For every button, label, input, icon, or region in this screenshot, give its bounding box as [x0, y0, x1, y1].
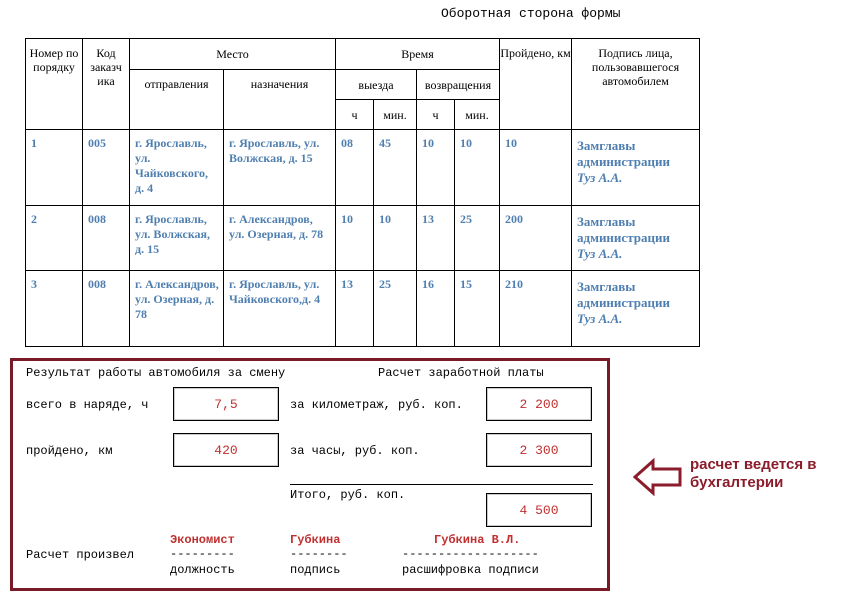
cell-code: 005: [83, 130, 130, 206]
table-row: [26, 271, 700, 347]
cell-ret-minutes: 10: [455, 130, 500, 206]
cell-ret-minutes: 25: [455, 206, 500, 271]
header-code: Код заказч ика: [83, 39, 130, 130]
signature-value: Губкина: [290, 533, 341, 547]
header-dep-minutes: мин.: [374, 100, 417, 130]
cell-ret-minutes: 15: [455, 271, 500, 347]
page-caption: Оборотная сторона формы: [441, 6, 621, 21]
cell-dep-hours: 10: [336, 206, 374, 271]
decoding-value: Губкина В.Л.: [434, 533, 521, 547]
cell-dep-minutes: 10: [374, 206, 417, 271]
cell-code: 008: [83, 206, 130, 271]
cell-from: г. Александров, ул. Озерная, д. 78: [130, 271, 224, 347]
result-panel: [10, 358, 610, 591]
cell-to: г. Александров, ул. Озерная, д. 78: [224, 206, 336, 271]
table-row: [26, 206, 700, 271]
km-label: пройдено, км: [26, 444, 113, 458]
cell-signature: [572, 130, 700, 206]
hours-value: 7,5: [173, 387, 279, 421]
time-pay-value: 2 300: [486, 433, 592, 467]
decoding-caption: расшифровка подписи: [402, 563, 539, 577]
header-place: Место: [130, 39, 336, 70]
cell-dep-hours: 08: [336, 130, 374, 206]
table-row: [26, 130, 700, 206]
total-value: 4 500: [486, 493, 592, 527]
cell-distance: 10: [500, 130, 572, 206]
cell-dep-minutes: 45: [374, 130, 417, 206]
header-departure-place: отправления: [130, 70, 224, 130]
total-label: Итого, руб. коп.: [290, 488, 406, 502]
signature-title: Замглавы администрации: [577, 279, 670, 310]
cell-to: г. Ярославль, ул. Волжская, д. 15: [224, 130, 336, 206]
cell-ret-hours: 13: [417, 206, 455, 271]
arrow-left-outline-icon: [633, 458, 683, 496]
cell-from: г. Ярославль, ул. Чайковского, д. 4: [130, 130, 224, 206]
header-dep-hours: ч: [336, 100, 374, 130]
cell-distance: 200: [500, 206, 572, 271]
cell-to: г. Ярославль, ул. Чайковского,д. 4: [224, 271, 336, 347]
position-value: Экономист: [170, 533, 235, 547]
header-signature: Подпись лица, пользовавшегося автомобилем: [572, 39, 700, 130]
hours-label: всего в наряде, ч: [26, 398, 149, 412]
header-destination: назначения: [224, 70, 336, 130]
result-title: Результат работы автомобиля за смену: [26, 366, 286, 380]
cell-number: 2: [26, 206, 83, 271]
km-value: 420: [173, 433, 279, 467]
signature-name: Туз А.А.: [577, 170, 623, 185]
time-pay-label: за часы, руб. коп.: [290, 444, 420, 458]
cell-distance: 210: [500, 271, 572, 347]
cell-signature: [572, 271, 700, 347]
cell-signature: [572, 206, 700, 271]
header-ret-hours: ч: [417, 100, 455, 130]
cell-dep-minutes: 25: [374, 271, 417, 347]
header-distance: Пройдено, км: [500, 39, 572, 130]
signature-line: --------: [290, 547, 348, 561]
signature-title: Замглавы администрации: [577, 138, 670, 169]
cell-dep-hours: 13: [336, 271, 374, 347]
cell-number: 1: [26, 130, 83, 206]
trip-table: [25, 38, 700, 347]
total-divider: [290, 484, 593, 485]
header-time: Время: [336, 39, 500, 70]
cell-ret-hours: 16: [417, 271, 455, 347]
header-ret-minutes: мин.: [455, 100, 500, 130]
mileage-label: за километраж, руб. коп.: [290, 398, 463, 412]
header-return-time: возвращения: [417, 70, 500, 100]
cell-ret-hours: 10: [417, 130, 455, 206]
signature-title: Замглавы администрации: [577, 214, 670, 245]
calc-by-label: Расчет произвел: [26, 548, 135, 562]
cell-code: 008: [83, 271, 130, 347]
signature-caption: подпись: [290, 563, 341, 577]
mileage-value: 2 200: [486, 387, 592, 421]
signature-name: Туз А.А.: [577, 311, 623, 326]
accounting-note: расчет ведется в бухгалтерии: [690, 456, 817, 491]
header-departure-time: выезда: [336, 70, 417, 100]
position-line: ---------: [170, 547, 235, 561]
decoding-line: -------------------: [402, 547, 539, 561]
cell-number: 3: [26, 271, 83, 347]
salary-title: Расчет заработной платы: [378, 366, 544, 380]
cell-from: г. Ярославль, ул. Волжская, д. 15: [130, 206, 224, 271]
position-caption: должность: [170, 563, 235, 577]
header-number: Номер по порядку: [26, 39, 83, 130]
signature-name: Туз А.А.: [577, 246, 623, 261]
